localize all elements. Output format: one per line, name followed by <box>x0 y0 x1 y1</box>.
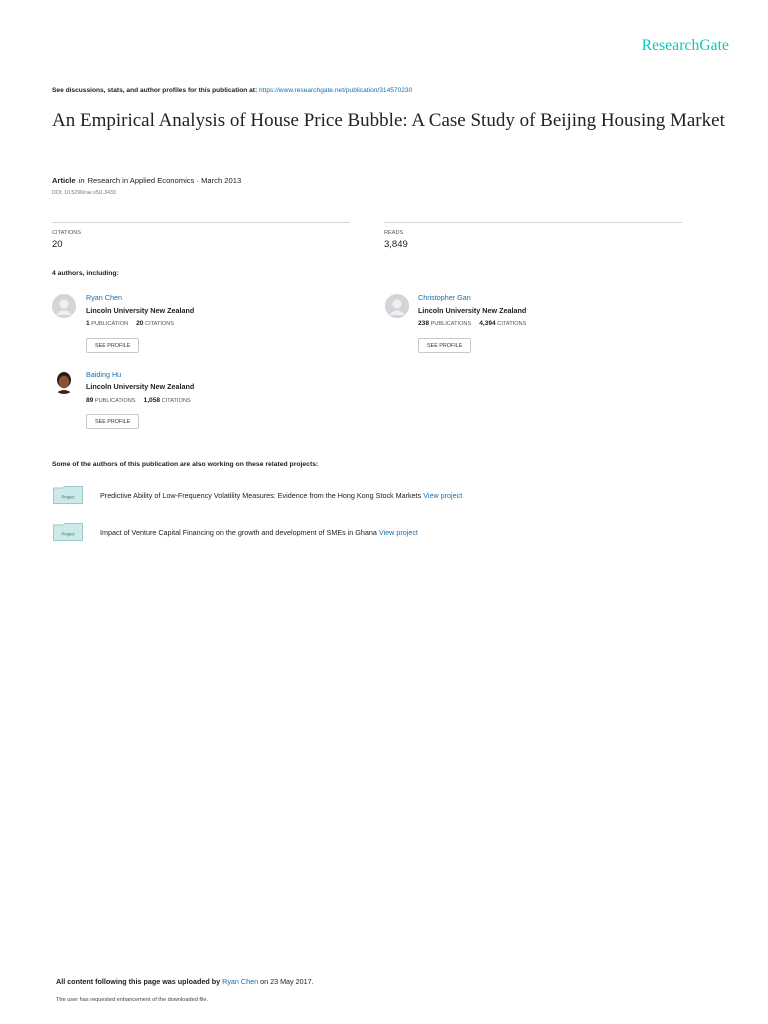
publication-url-link[interactable]: https://www.researchgate.net/publication/314570230 <box>259 87 413 94</box>
see-profile-button[interactable]: SEE PROFILE <box>86 338 139 353</box>
author-name-link[interactable]: Ryan Chen <box>86 293 122 302</box>
see-profile-button[interactable]: SEE PROFILE <box>86 414 139 429</box>
project-item <box>100 528 418 537</box>
upload-suffix: on 23 May 2017. <box>258 977 314 986</box>
upload-prefix: All content following this page was uploaded by <box>56 977 223 986</box>
citations-label: CITATIONS <box>52 230 82 236</box>
see-profile-button[interactable]: SEE PROFILE <box>418 338 471 353</box>
enhancement-note: The user has requested enhancement of the downloaded file. <box>56 997 209 1003</box>
in-word: in <box>78 176 85 185</box>
venue-date: Research in Applied Economics · March 2013 <box>87 176 242 185</box>
view-project-link[interactable]: View project <box>423 491 463 500</box>
citations-divider <box>52 222 350 223</box>
researchgate-logo[interactable]: ResearchGate <box>641 37 729 54</box>
project-folder-icon[interactable] <box>53 486 83 504</box>
author-institution: Lincoln University New Zealand <box>86 382 195 391</box>
author-stats: 238 PUBLICATIONS 4,394 CITATIONS <box>418 320 527 327</box>
author-stats: 1 PUBLICATION 20 CITATIONS <box>86 320 175 327</box>
author-institution: Lincoln University New Zealand <box>86 306 195 315</box>
project-title: Impact of Venture Capital Financing on the growth and development of SMEs in Ghana <box>100 528 377 537</box>
upload-notice <box>56 977 314 986</box>
doi: DOI: 10.5296/rae.v5i1.3433 <box>52 190 116 196</box>
paper-title: An Empirical Analysis of House Price Bubble: A Case Study of Beijing Housing Market <box>52 110 725 131</box>
uploader-link[interactable]: Ryan Chen <box>222 977 259 986</box>
author-stats: 89 PUBLICATIONS 1,058 CITATIONS <box>86 397 191 404</box>
discussion-intro <box>52 87 412 94</box>
article-type: Article <box>52 176 76 185</box>
author-name-link[interactable]: Christopher Gan <box>418 293 471 302</box>
reads-label: READS <box>384 230 404 236</box>
authors-heading: 4 authors, including: <box>52 270 119 277</box>
author-name-link[interactable]: Baiding Hu <box>86 370 122 379</box>
intro-text: See discussions, stats, and author profiles for this publication at: <box>52 87 260 94</box>
project-item <box>100 491 462 500</box>
svg-text:Project: Project <box>61 531 75 537</box>
author-photo-avatar[interactable] <box>52 370 76 394</box>
citations-value: 20 <box>52 239 63 250</box>
avatar-placeholder-icon[interactable] <box>52 294 76 318</box>
author-institution: Lincoln University New Zealand <box>418 306 527 315</box>
reads-value: 3,849 <box>384 239 408 250</box>
reads-divider <box>384 222 682 223</box>
svg-text:Project: Project <box>61 494 75 500</box>
projects-heading: Some of the authors of this publication are also working on these related projects: <box>52 461 319 468</box>
paper-meta <box>52 176 241 185</box>
view-project-link[interactable]: View project <box>378 528 418 537</box>
project-folder-icon[interactable] <box>53 523 83 541</box>
avatar-placeholder-icon[interactable] <box>385 294 409 318</box>
project-title: Predictive Ability of Low-Frequency Volatility Measures: Evidence from the Hong Kong Stock Markets <box>100 491 422 500</box>
